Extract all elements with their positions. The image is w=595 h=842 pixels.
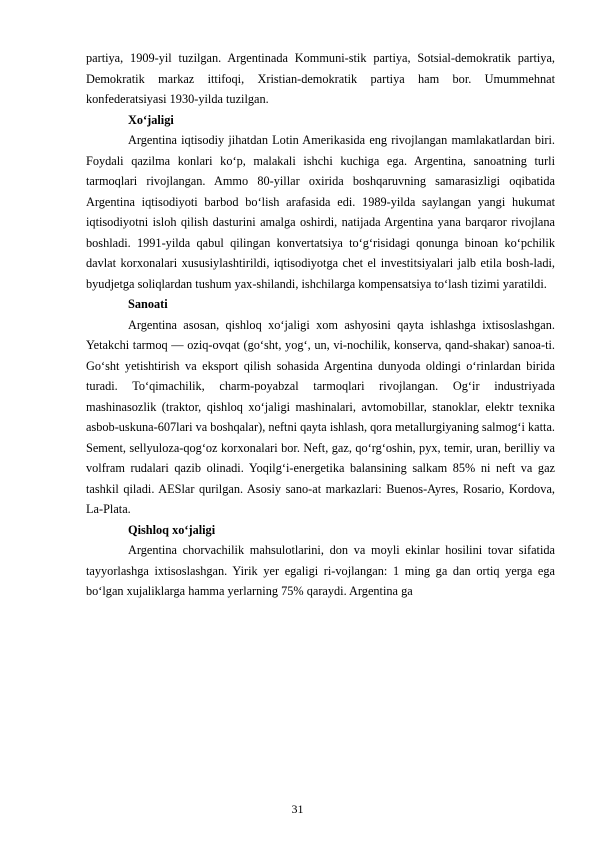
section-heading-industry: Sanoati bbox=[128, 297, 168, 311]
section-paragraph-economy: Argentina iqtisodiy jihatdan Lotin Amerikasida eng rivojlangan mamlakatlardan biri. Foydali qazilma konlari ko‘p, malakali ishchi kuchiga ega. Argentina, sanoatning turli tarmoqlari rivojlangan. Ammo 80-yillar oxirida boshqaruvning samarasizligi oqibatida Argentina iqtisodiyoti barbod bo‘lish arafasida edi. 1989-yilda saylangan yangi hukumat iqtisodiyotni isloh qilish dasturini amalga oshirdi, natijada Argentina yana barqaror rivojlana boshladi. 1991-yilda qabul qilingan konvertatsiya to‘g‘risidagi qonunga binoan ko‘pchilik davlat korxonalari xususiylashtirildi, iqtisodiyotga chet el investitsiyalari jalb etila bosh-ladi, byudjetga soliqlardan tushum yax-shilandi, ishchilarga kompensatsiya to‘lash tizimi yaratildi. bbox=[86, 133, 555, 291]
section-heading-economy: Xo‘jaligi bbox=[128, 112, 174, 127]
page-number: 31 bbox=[291, 802, 304, 816]
section-paragraph-industry: Argentina asosan, qishloq xo‘jaligi xom ashyosini qayta ishlashga ixtisoslashgan. Yetakchi tarmoq — oziq-ovqat (go‘sht, yog‘, un, vi-nochilik, konserva, qand-shakar) sanoa-ti. Go‘sht yetishtirish va eksport qilish sohasida Argentina dunyoda oldingi o‘rinlardan birida turadi. To‘qimachilik, charm-poyabzal tarmoqlari rivojlangan. Og‘ir industriyada mashinasozlik (traktor, qishloq xo‘jaligi mashinalari, avtomobillar, stanoklar, elektr texnika asbob-uskuna-607lari va boshqalar), neftni qayta ishlash, qora metallurgiyaning salmog‘i katta. Sement, sellyuloza-qog‘oz korxonalari bor. Neft, gaz, qo‘rg‘oshin, pyx, temir, uran, berilliy va volfram rudalari qazib olinadi. Yoqilg‘i-energetika balansining salkam 85% ni neft va gaz tashkil qiladi. AESlar qurilgan. Asosiy sano-at markazlari: Buenos-Ayres, Rosario, Kordova, La-Plata. bbox=[86, 317, 555, 516]
intro-paragraph: partiya, 1909-yil tuzilgan. Argentinada Kommuni-stik partiya, Sotsial-demokratik partiya, Demokratik markaz ittifoqi, Xristian-demokratik partiya ham bor. Umummehnat konfederatsiyasi 1930-yilda tuzilgan. bbox=[86, 51, 555, 106]
section-paragraph-agriculture: Argentina chorvachilik mahsulotlarini, don va moyli ekinlar hosilini tovar sifatida tayyorlashga ixtisoslashgan. Yirik yer egaligi ri-vojlangan: 1 ming ga dan ortiq yerga ega bo‘lgan xujaliklarga hamma yerlarning 75% qaraydi. Argentina ga bbox=[86, 543, 555, 598]
section-heading-agriculture: Qishloq xo‘jaligi bbox=[128, 522, 216, 537]
document-page bbox=[86, 48, 555, 602]
